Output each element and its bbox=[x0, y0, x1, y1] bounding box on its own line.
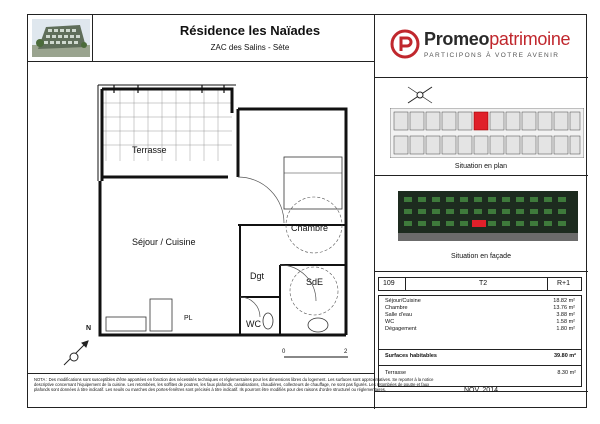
nota-divider bbox=[28, 373, 374, 374]
lot-type: T2 bbox=[479, 280, 488, 287]
lot-header bbox=[378, 277, 582, 291]
residence-title: Résidence les Naïades bbox=[179, 23, 321, 38]
building-thumbnail bbox=[32, 19, 90, 57]
surface-name: Salle d'eau bbox=[385, 311, 413, 318]
table-row bbox=[382, 311, 578, 318]
table-row bbox=[382, 304, 578, 311]
scale-end: 2 bbox=[344, 349, 348, 355]
scale-start: 0 bbox=[282, 349, 286, 355]
plan-sheet bbox=[27, 14, 587, 408]
room-label-wc: WC bbox=[246, 319, 261, 329]
table-row bbox=[382, 297, 578, 304]
room-label-terrasse: Terrasse bbox=[132, 145, 167, 155]
totals-divider bbox=[378, 349, 582, 350]
logo-wordmark: Promeopatrimoine bbox=[424, 29, 571, 49]
nota-text: NOTA : Des modifications sont susceptibles d'être apportées en fonction des nécessités techniques et réglementaires pour les dimensions libres du logement. Les surfaces sont approximatives. Se reporter à la notice descriptive concernant l'équipement de la cuisine. Les retombées, les soffites de poutres, les faux plafonds, canalisations, chaudières, collecteurs de chauffage, ne sont pas figurés. Les retombées de poutre et faux plafonds sont données à titre indicatif. Les seuils ou marches des portes-fenêtres sont précisés à titre indicatif. Ils pourront être modifiés pour des raisons d'ordre structurel ou réglementaires. bbox=[34, 377, 434, 393]
surface-value: 1.80 m² bbox=[556, 325, 575, 332]
surface-value: 3.88 m² bbox=[556, 311, 575, 318]
terrasse-value: 8.30 m² bbox=[557, 370, 576, 376]
logo-tagline: PARTICIPONS À VOTRE AVENIR bbox=[424, 52, 560, 59]
plan-caption: Situation en plan bbox=[454, 163, 508, 170]
surface-value: 13.76 m² bbox=[553, 304, 575, 311]
room-label-sejour: Séjour / Cuisine bbox=[132, 237, 196, 247]
facade-unit-marker bbox=[472, 220, 486, 227]
table-row bbox=[382, 325, 578, 332]
surface-name: Dégagement bbox=[385, 325, 417, 332]
room-label-chambre: Chambre bbox=[291, 223, 329, 233]
plan-date: NOV. 2014 bbox=[464, 387, 498, 394]
situation-plan-image bbox=[390, 108, 584, 158]
highlighted-unit-marker bbox=[474, 112, 488, 130]
header-divider bbox=[28, 61, 374, 62]
room-label-pl: PL bbox=[184, 315, 193, 322]
lot-number: 109 bbox=[383, 280, 395, 287]
facade-divider bbox=[374, 271, 588, 272]
room-label-dgt: Dgt bbox=[250, 271, 265, 281]
column-divider bbox=[374, 15, 375, 409]
plan-divider bbox=[374, 175, 588, 176]
lot-level: R+1 bbox=[557, 280, 571, 287]
habitable-value: 39.80 m² bbox=[553, 353, 576, 359]
facade-caption: Situation en façade bbox=[451, 253, 511, 260]
habitable-label: Surfaces habitables bbox=[385, 353, 437, 359]
terrasse-label: Terrasse bbox=[385, 370, 407, 376]
north-label: N bbox=[86, 325, 92, 332]
terrasse-divider bbox=[378, 365, 582, 366]
room-label-sde: SdE bbox=[306, 277, 324, 287]
surface-name: Séjour/Cuisine bbox=[385, 297, 421, 304]
promeo-logo bbox=[390, 25, 586, 67]
floor-plan bbox=[28, 65, 374, 373]
situation-facade-image bbox=[398, 191, 578, 241]
logo-swirl-icon bbox=[390, 29, 420, 59]
surface-name: Chambre bbox=[385, 304, 408, 311]
surfaces-table bbox=[382, 297, 578, 332]
surface-name: WC bbox=[385, 318, 395, 325]
table-row bbox=[382, 318, 578, 325]
logo-divider bbox=[374, 77, 588, 78]
compass-icon bbox=[400, 81, 440, 111]
surface-value: 18.82 m² bbox=[553, 297, 575, 304]
residence-location: ZAC des Salins - Sète bbox=[210, 43, 290, 52]
thumbnail-divider bbox=[92, 15, 93, 61]
surface-value: 1.58 m² bbox=[556, 318, 575, 325]
